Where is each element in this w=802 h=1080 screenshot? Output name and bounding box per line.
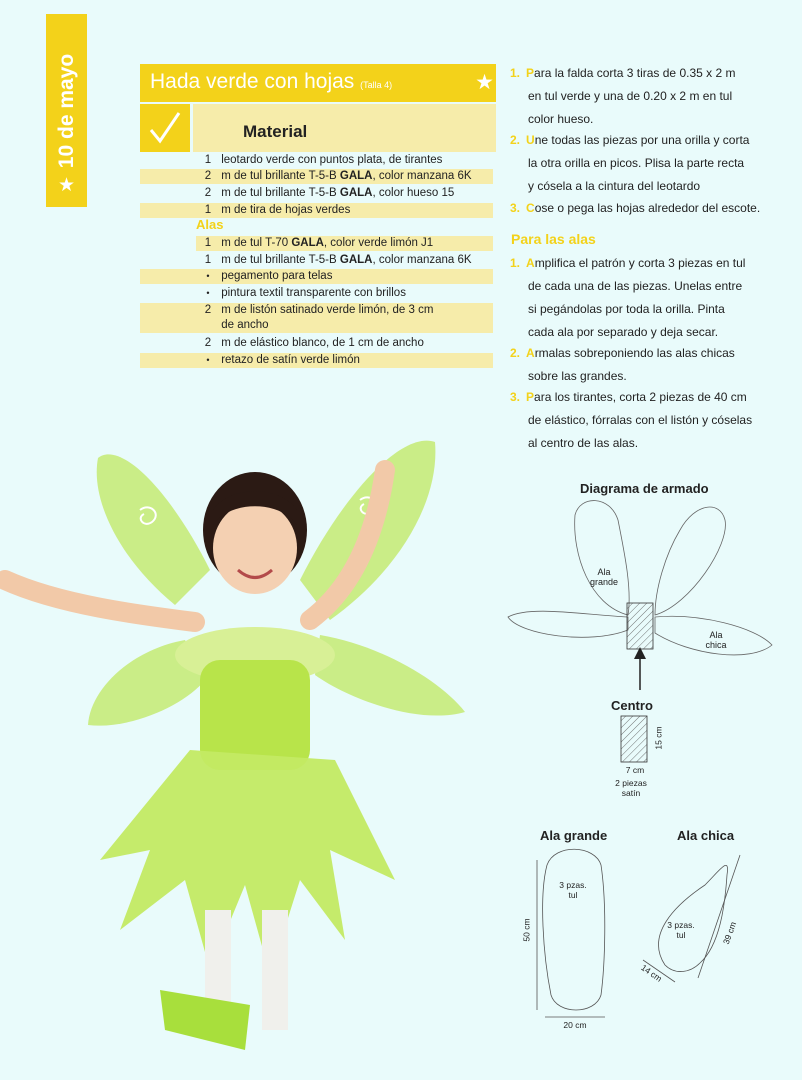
center-detail <box>621 716 647 762</box>
instruction-step: 3. Cose o pega las hojas alrededor del escote. <box>510 201 761 215</box>
star-icon: ★ <box>475 71 494 94</box>
length-dim-line <box>698 855 740 978</box>
side-tab <box>46 14 87 207</box>
wing-bottom-right <box>315 635 465 716</box>
centro-width: 7 cm <box>625 765 645 775</box>
material-item: 2 m de elástico blanco, de 1 cm de ancho <box>204 337 424 349</box>
material-item: • pintura textil transparente con brillos <box>206 287 406 299</box>
material-item: 1 m de tira de hojas verdes <box>140 203 493 218</box>
instruction-step: 1. Para la falda corta 3 tiras de 0.35 x 2 m en tul verde y una de 0.20 x 2 m en tul color hueso. <box>510 66 736 126</box>
material-item: 1 m de tul brillante T-5-B GALA, color manzana 6K <box>204 254 472 266</box>
instruction-step: 1. Amplifica el patrón y corta 3 piezas en tul de cada una de las piezas. Unelas entre si pegándolas por toda la orilla. Pinta cada ala por separado y deja secar. <box>510 256 746 339</box>
chica-length: 39 cm <box>720 920 739 946</box>
material-item: • pegamento para telas <box>140 269 493 284</box>
grande-note: 3 pzas. tul <box>559 880 587 900</box>
big-wing-left <box>575 501 629 615</box>
centro-label: Centro <box>611 698 653 713</box>
fairy-photo <box>0 430 480 1080</box>
tutu-skirt <box>100 750 395 975</box>
grande-width: 20 cm <box>563 1020 587 1030</box>
centro-note: 2 piezas satín <box>615 778 647 798</box>
side-tab-text: 10 de mayo <box>54 53 78 168</box>
material-item: 2 m de tul brillante T-5-B GALA, color hueso 15 <box>204 187 455 199</box>
alas-label: Alas <box>196 217 224 232</box>
face <box>213 502 297 594</box>
material-header <box>193 104 496 152</box>
material-item: 2 m de listón satinado verde limón, de 3 cm <box>140 303 493 318</box>
ala-chica-pattern <box>659 865 728 971</box>
small-wing-left <box>508 611 628 637</box>
material-item-continued: de ancho <box>140 318 493 333</box>
page-title: Hada verde con hojas (Talla 4) <box>150 70 393 93</box>
checkmark-icon <box>148 110 182 146</box>
pattern-title-grande: Ala grande <box>540 828 608 843</box>
material-item: 1 leotardo verde con puntos plata, de tirantes <box>204 154 443 166</box>
grande-height: 50 cm <box>521 918 532 942</box>
chica-note: 3 pzas. tul <box>667 920 695 940</box>
instruction-step: 2. Armalas sobreponiendo las alas chicas sobre las grandes. <box>510 346 735 383</box>
diagram-title: Diagrama de armado <box>580 481 709 496</box>
material-heading: Material <box>243 122 308 141</box>
star-icon: ★ <box>57 175 76 196</box>
title-bar <box>140 64 496 102</box>
material-item: 1 m de tul T-70 GALA, color verde limón J1 <box>196 236 493 251</box>
material-item: • retazo de satín verde limón <box>140 353 493 368</box>
leaf-anklet <box>160 990 250 1050</box>
center-piece <box>627 603 653 649</box>
patterns-drawing <box>515 845 785 1025</box>
size-note: (Talla 4) <box>360 80 393 90</box>
alas-heading: Para las alas <box>511 231 596 247</box>
diagram-label-ala-grande: Ala grande <box>589 567 619 587</box>
leg-right <box>262 910 288 1030</box>
chica-width: 14 cm <box>639 962 664 984</box>
diagram-label-ala-chica: Ala chica <box>705 630 727 650</box>
instruction-step: 3. Para los tirantes, corta 2 piezas de 40 cm de elástico, fórralas con el listón y cóselas al centro de las alas. <box>510 390 753 450</box>
wing-top-left <box>97 454 210 605</box>
big-wing-right <box>655 507 725 615</box>
checkmark-box <box>140 104 190 152</box>
ala-grande-pattern <box>543 849 605 1010</box>
centro-height: 15 cm <box>653 726 664 750</box>
pattern-title-chica: Ala chica <box>677 828 735 843</box>
instruction-step: 2. Une todas las piezas por una orilla y corta la otra orilla en picos. Plisa la parte recta y cósela a la cintura del leotardo <box>510 133 750 193</box>
material-item: 2 m de tul brillante T-5-B GALA, color manzana 6K <box>140 169 493 184</box>
